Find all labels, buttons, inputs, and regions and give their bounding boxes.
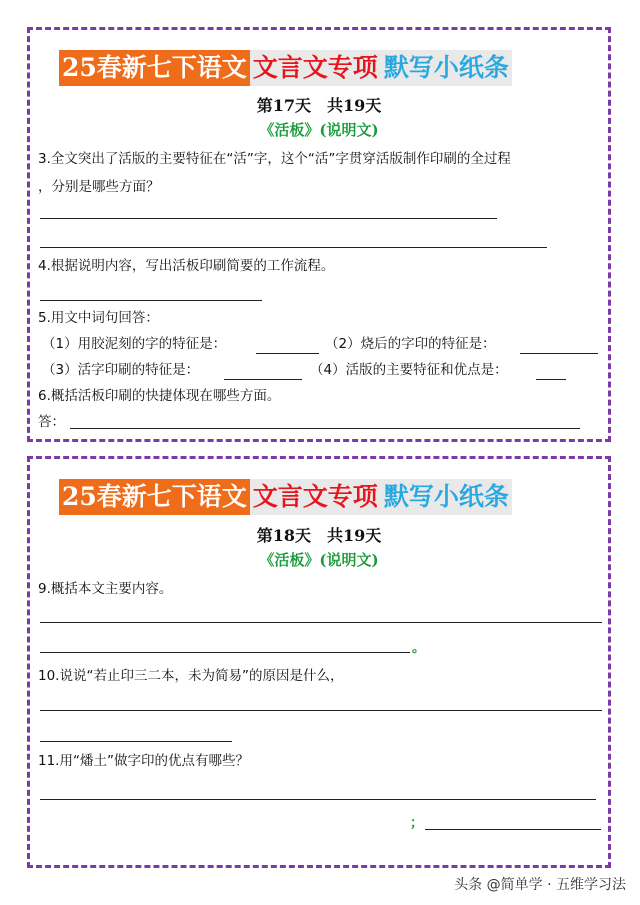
period-mark: 。 bbox=[412, 640, 426, 656]
banner-part1: 25春新七下语文 bbox=[59, 479, 250, 515]
day-counter: 第17天 共19天 bbox=[256, 96, 382, 115]
question-3-line2: ，分别是哪些方面？ bbox=[38, 179, 160, 195]
answer-line[interactable] bbox=[40, 799, 596, 800]
answer-line[interactable] bbox=[70, 428, 580, 429]
question-5-4: （4）活版的主要特征和优点是： bbox=[310, 362, 508, 378]
answer-line[interactable] bbox=[40, 741, 232, 742]
banner-part3: 默写小纸条 bbox=[381, 479, 512, 515]
question-9: 9.概括本文主要内容。 bbox=[38, 581, 173, 597]
answer-blank[interactable] bbox=[256, 353, 319, 354]
question-5-1: （1）用胶泥刻的字的特征是： bbox=[42, 336, 227, 352]
answer-blank[interactable] bbox=[520, 353, 598, 354]
answer-line[interactable] bbox=[40, 300, 262, 301]
question-5-3: （3）活字印刷的特征是： bbox=[42, 362, 200, 378]
answer-line[interactable] bbox=[40, 622, 602, 623]
question-5-2: （2）烧后的字印的特征是： bbox=[325, 336, 496, 352]
day-counter: 第18天 共19天 bbox=[256, 526, 382, 545]
answer-line[interactable] bbox=[40, 652, 410, 653]
worksheet-card-day18 bbox=[27, 456, 611, 868]
answer-blank[interactable] bbox=[224, 379, 302, 380]
lesson-subtitle: 《活板》(说明文) bbox=[259, 551, 379, 569]
question-6: 6.概括活板印刷的快捷体现在哪些方面。 bbox=[38, 388, 281, 404]
semicolon-mark: ； bbox=[410, 815, 424, 831]
answer-line[interactable] bbox=[40, 247, 547, 248]
question-5: 5.用文中词句回答： bbox=[38, 310, 159, 326]
banner-part2: 文言文专项 bbox=[250, 479, 381, 515]
question-3-line1: 3.全文突出了活版的主要特征在“活”字，这个“活”字贯穿活版制作印刷的全过程 bbox=[38, 151, 511, 167]
question-10: 10.说说“若止印三二本，未为简易”的原因是什么， bbox=[38, 668, 344, 684]
worksheet-card-day17 bbox=[27, 27, 611, 442]
answer-label: 答： bbox=[38, 414, 65, 430]
title-banner bbox=[59, 479, 512, 515]
question-11: 11.用“燔土”做字印的优点有哪些？ bbox=[38, 753, 249, 769]
footer-watermark: 头条 @简单学 · 五维学习法 bbox=[454, 877, 626, 893]
lesson-subtitle: 《活板》(说明文) bbox=[259, 121, 379, 139]
answer-line[interactable] bbox=[40, 710, 602, 711]
question-4: 4.根据说明内容，写出活板印刷简要的工作流程。 bbox=[38, 258, 335, 274]
answer-line[interactable] bbox=[40, 218, 497, 219]
banner-part3: 默写小纸条 bbox=[381, 50, 512, 86]
banner-part1: 25春新七下语文 bbox=[59, 50, 250, 86]
title-banner bbox=[59, 50, 512, 86]
answer-line[interactable] bbox=[425, 829, 601, 830]
banner-part2: 文言文专项 bbox=[250, 50, 381, 86]
answer-blank[interactable] bbox=[536, 379, 566, 380]
